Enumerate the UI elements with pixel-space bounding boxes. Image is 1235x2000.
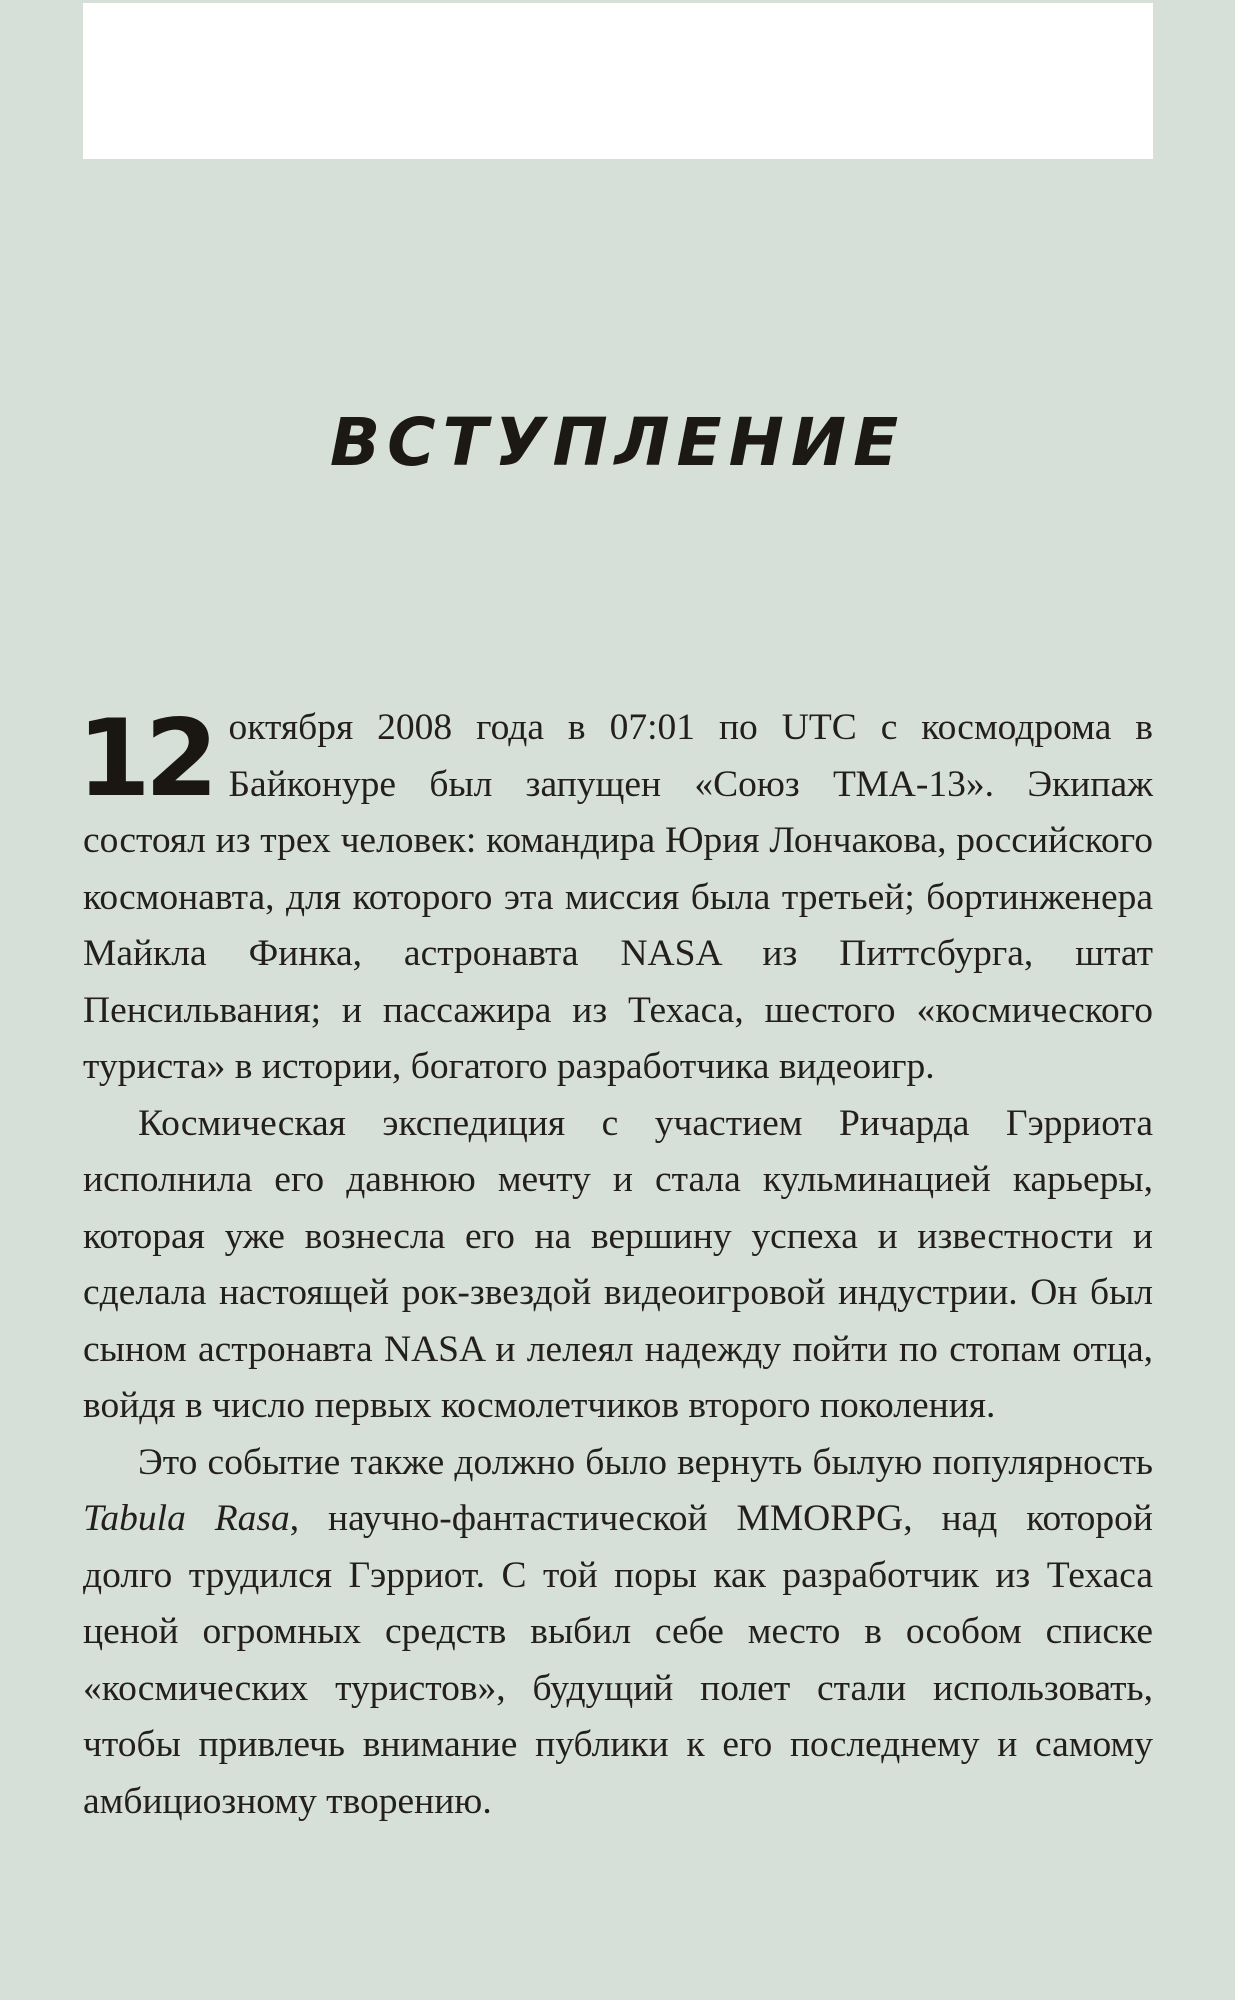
paragraph-3-end: , научно-фантастической MMORPG, над которой долго трудился Гэрриот. С той поры как разработчик из Техаса ценой огромных средств выбил себе место в особом списке «космических туристов», будущий полет стали использовать, чтобы привлечь внимание публики к его последнему и самому амбициозному творению. bbox=[83, 1498, 1153, 1822]
paragraph-1 bbox=[77, 697, 1153, 1096]
body-text bbox=[77, 697, 1153, 1830]
header-image-placeholder bbox=[83, 3, 1153, 159]
game-title-italic: Tabula Rasa bbox=[83, 1498, 290, 1539]
paragraph-3-start: Это событие также должно было вернуть былую популярность bbox=[138, 1441, 1153, 1483]
chapter-title: ВСТУПЛЕНИЕ bbox=[329, 404, 906, 481]
paragraph-2: Космическая экспедиция с участием Ричарда Гэрриота исполнила его давнюю мечту и стала кульминацией карьеры, которая уже вознесла его на вершину успеха и известности и сделала настоящей рок-звездой видеоигровой индустрии. Он был сыном астронавта NASA и лелеял надежду пойти по стопам отца, войдя в число первых космолетчиков второго поколения. bbox=[83, 1102, 1153, 1426]
drop-cap: 12 bbox=[77, 697, 213, 820]
paragraph-3 bbox=[83, 1435, 1153, 1831]
paragraph-1-text: октября 2008 года в 07:01 по UTC с космодрома в Байконуре был запущен «Союз ТМА-13». Экипаж состоял из трех человек: командира Юрия Лончакова, российского космонавта, для которого эта миссия была третьей; бортинженера Майкла Финка, астронавта NASA из Питтсбурга, штат Пенсильвания; и пассажира из Техаса, шестого «космического туриста» в истории, богатого разработчика видеоигр. bbox=[83, 707, 1153, 1087]
